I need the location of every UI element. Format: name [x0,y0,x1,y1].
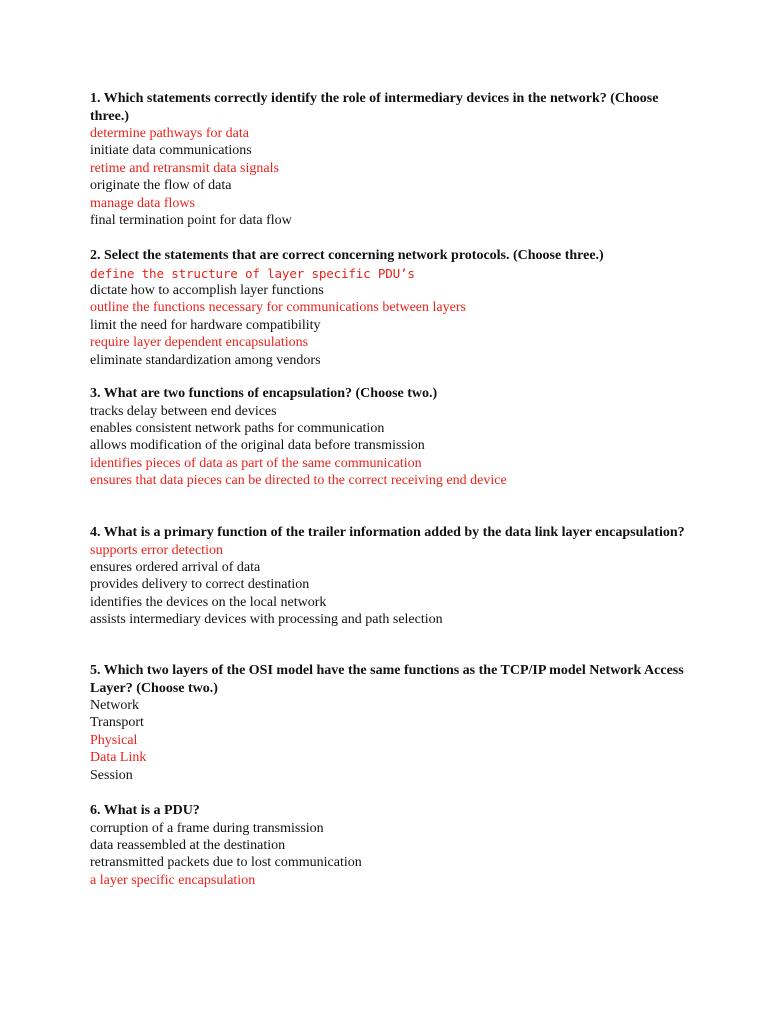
question-text: 3. What are two functions of encapsulation? (Choose two.) [90,386,438,401]
answer-option-correct: require layer dependent encapsulations [90,335,309,351]
answer-option: eliminate standardization among vendors [90,352,321,368]
answer-option-correct: identifies pieces of data as part of the same communication [90,455,422,471]
question-6 [90,802,690,889]
answer-option: ensures ordered arrival of data [90,559,261,575]
answer-option: tracks delay between end devices [90,403,277,419]
answer-option-correct: ensures that data pieces can be directed to the correct receiving end device [90,473,507,489]
question-text: 2. Select the statements that are correct concerning network protocols. (Choose three.) [90,248,604,263]
question-prompt: Select the statements that are correct concerning network protocols. (Choose three.) [104,248,604,263]
question-4 [90,524,690,629]
answer-option: corruption of a frame during transmission [90,820,324,836]
question-prompt: What is a PDU? [103,803,200,818]
answer-option: Transport [90,715,144,731]
answer-option-correct: define the structure of layer specific PDU’s [90,265,415,281]
answer-option: dictate how to accomplish layer functions [90,282,324,298]
question-5 [90,662,690,784]
answer-option: data reassembled at the destination [90,837,286,853]
answer-option: final termination point for data flow [90,213,292,229]
answer-option-correct: outline the functions necessary for communications between layers [90,300,466,316]
answer-option: limit the need for hardware compatibility [90,317,321,333]
question-prompt: What are two functions of encapsulation? (Choose two.) [103,386,438,401]
answer-option: identifies the devices on the local network [90,594,327,610]
answer-option: allows modification of the original data before transmission [90,438,425,454]
answer-option-correct: manage data flows [90,195,195,211]
answer-option: assists intermediary devices with processing and path selection [90,612,443,628]
question-3 [90,385,690,490]
answer-option-correct: determine pathways for data [90,126,249,141]
question-number: 5 [90,663,97,678]
answer-option-correct: supports error detection [90,542,223,558]
question-text: 4. What is a primary function of the trailer information added by the data link layer encapsulation? [90,525,685,540]
question-number: 2 [90,248,97,263]
question-number: 6 [90,803,97,818]
answer-option: initiate data communications [90,143,252,159]
question-number: 1 [90,91,97,106]
answer-option: Session [90,767,133,783]
question-number: 4 [90,525,97,540]
answer-option: provides delivery to correct destination [90,577,310,593]
answer-option-correct: Data Link [90,750,147,766]
answer-option: retransmitted packets due to lost communication [90,855,362,871]
question-prompt: Which statements correctly identify the role of intermediary devices in the network? (Choose three.) [90,91,659,124]
question-text: 5. Which two layers of the OSI model have the same functions as the TCP/IP model Network Access Layer? (Choose two.) [90,663,684,696]
question-1 [90,90,690,229]
question-prompt: Which two layers of the OSI model have the same functions as the TCP/IP model Network Access Layer? (Choose two.) [90,663,684,696]
question-text: 1. Which statements correctly identify the role of intermediary devices in the network? (Choose three.) [90,91,659,124]
answer-option: enables consistent network paths for communication [90,420,385,436]
answer-option: originate the flow of data [90,178,232,194]
answer-option-correct: a layer specific encapsulation [90,872,256,888]
question-2 [90,247,690,369]
answer-option-correct: Physical [90,732,138,748]
question-number: 3 [90,386,97,401]
question-prompt: What is a primary function of the trailer information added by the data link layer encapsulation? [103,525,685,540]
answer-option-correct: retime and retransmit data signals [90,160,279,176]
answer-option: Network [90,698,139,713]
question-text: 6. What is a PDU? [90,803,200,818]
